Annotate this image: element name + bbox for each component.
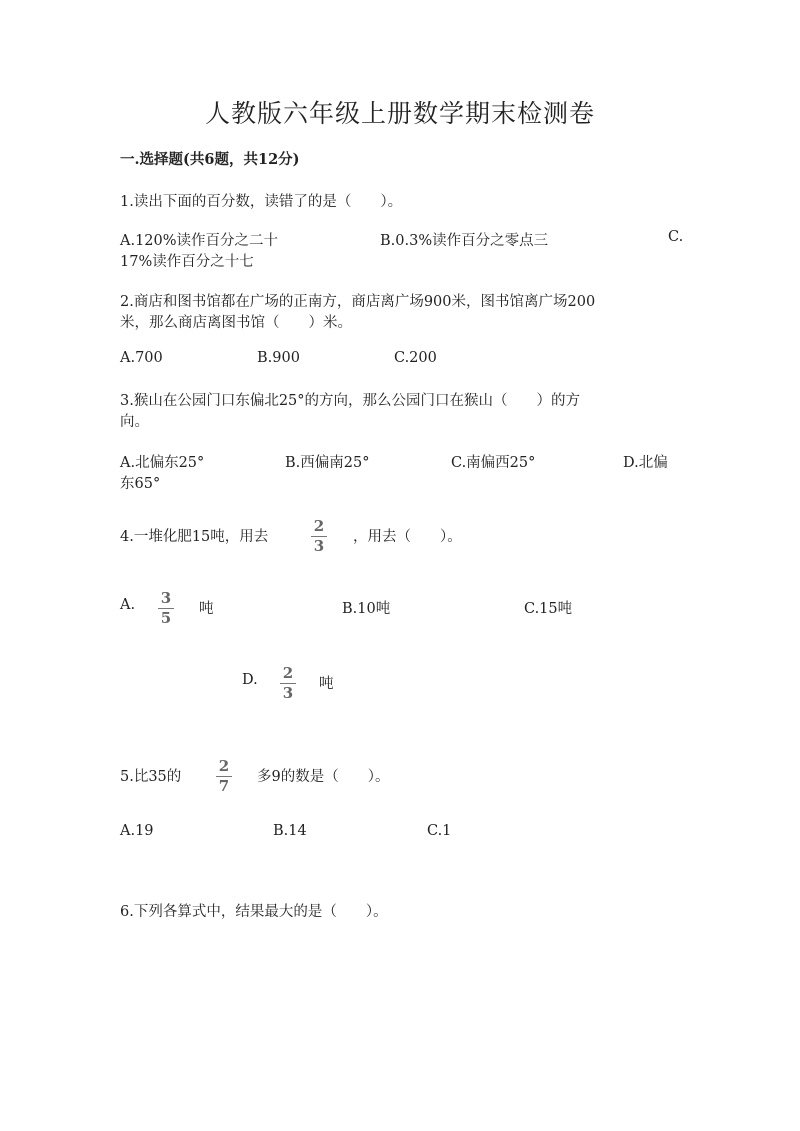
fraction-numerator: 2 <box>313 517 325 535</box>
question-4-stem-suffix: ，用去（ ）。 <box>353 529 462 545</box>
question-3-option-b[interactable]: B.西偏南25° <box>285 455 370 471</box>
fraction-denominator: 3 <box>313 537 325 555</box>
question-5-stem-prefix: 5.比35的 <box>120 769 182 785</box>
question-4-option-c[interactable]: C.15吨 <box>524 601 573 617</box>
question-1-option-c-label[interactable]: C. <box>668 229 684 245</box>
question-4-option-d-label[interactable]: D. <box>242 672 258 688</box>
fraction-numerator: 2 <box>282 664 294 682</box>
question-4-option-d-unit[interactable]: 吨 <box>319 676 334 692</box>
question-3-option-d-text[interactable]: 东65° <box>120 476 161 492</box>
question-2-option-b[interactable]: B.900 <box>257 350 300 366</box>
question-1-option-c-text[interactable]: 17%读作百分之十七 <box>120 254 254 270</box>
question-4-fraction <box>311 519 327 554</box>
fraction-denominator: 5 <box>160 609 172 627</box>
question-2-stem-line-1: 2.商店和图书馆都在广场的正南方，商店离广场900米，图书馆离广场200 <box>120 294 596 310</box>
fraction-numerator: 3 <box>160 589 172 607</box>
question-1-option-a[interactable]: A.120%读作百分之二十 <box>120 233 279 249</box>
question-6-stem: 6.下列各算式中，结果最大的是（ ）。 <box>120 904 388 920</box>
question-4-option-a-label[interactable]: A. <box>120 597 136 613</box>
page-title: 人教版六年级上册数学期末检测卷 <box>204 99 595 128</box>
question-2-stem-line-2: 米，那么商店离图书馆（ ）米。 <box>120 315 352 331</box>
question-3-option-a[interactable]: A.北偏东25° <box>120 455 205 471</box>
question-2-option-a[interactable]: A.700 <box>120 350 163 366</box>
question-4-option-d-fraction[interactable] <box>280 666 296 701</box>
question-4-option-a-unit[interactable]: 吨 <box>199 601 214 617</box>
question-5-option-c[interactable]: C.1 <box>427 823 452 839</box>
question-5-option-b[interactable]: B.14 <box>273 823 307 839</box>
fraction-denominator: 7 <box>218 777 230 795</box>
question-3-option-c[interactable]: C.南偏西25° <box>451 455 536 471</box>
question-3-stem-line-1: 3.猴山在公园门口东偏北25°的方向，那么公园门口在猴山（ ）的方 <box>120 393 581 409</box>
question-3-option-d-label[interactable]: D.北偏 <box>623 455 668 471</box>
section-heading: 一.选择题(共6题，共12分) <box>120 151 300 168</box>
question-5-fraction <box>216 759 232 794</box>
question-1-stem: 1.读出下面的百分数，读错了的是（ ）。 <box>120 194 403 210</box>
question-4-option-b[interactable]: B.10吨 <box>342 601 391 617</box>
fraction-numerator: 2 <box>218 757 230 775</box>
question-3-stem-line-2: 向。 <box>120 414 149 430</box>
question-4-stem-prefix: 4.一堆化肥15吨，用去 <box>120 529 269 545</box>
question-5-option-a[interactable]: A.19 <box>120 823 154 839</box>
fraction-denominator: 3 <box>282 684 294 702</box>
question-1-option-b[interactable]: B.0.3%读作百分之零点三 <box>380 233 549 249</box>
question-5-stem-suffix: 多9的数是（ ）。 <box>257 769 390 785</box>
question-4-option-a-fraction[interactable] <box>158 591 174 626</box>
question-2-option-c[interactable]: C.200 <box>394 350 437 366</box>
